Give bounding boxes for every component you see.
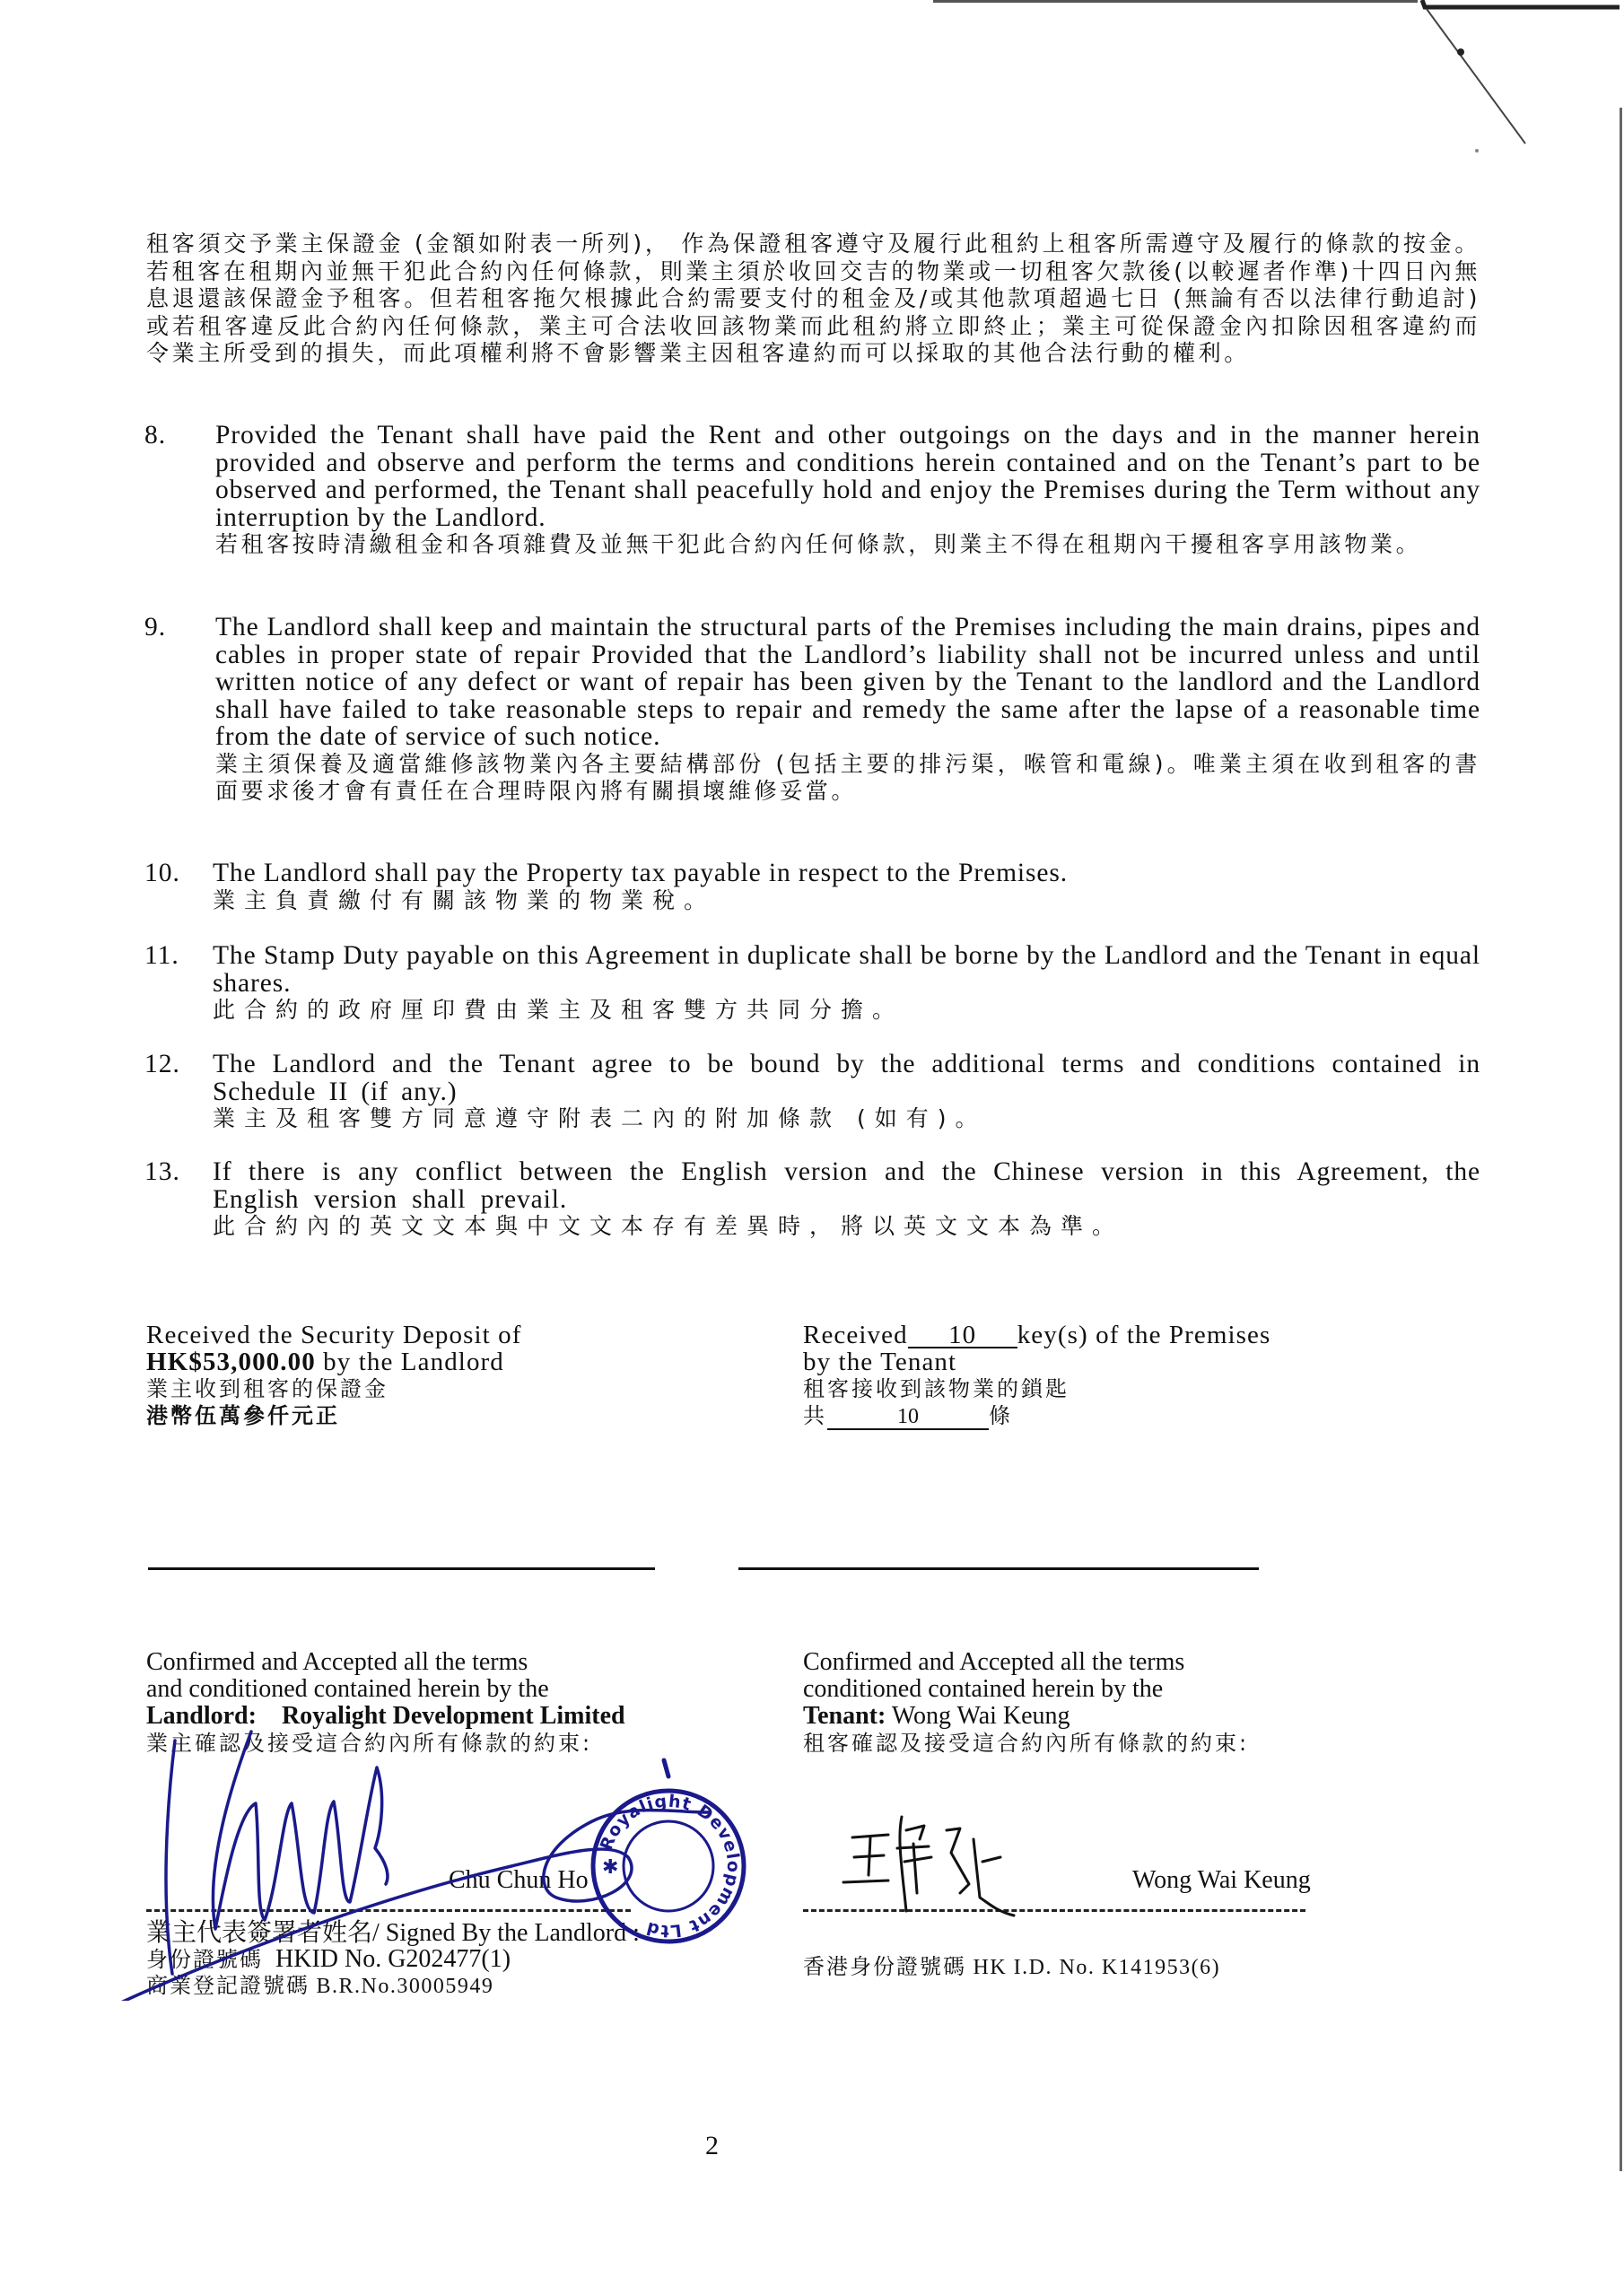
landlord-confirm-line2: and conditioned contained herein by the [146,1675,549,1703]
clause-7-continuation-zh: 租客須交予業主保證金 (金額如附表一所列)， 作為保證租客遵守及履行此租約上租客所需遵守及履行的條款的按金。若租客在租期內並無干犯此合約內任何條款，則業主須於收回交吉的物業或一切租客欠款後(以較遲者作準)十四日內無息退還該保證金予租客。但若租客拖欠根據此合約需要支付的租金及/或其他款項超過七日 (無論有否以法律行動追討) 或若租客違反此合約內任何條款，業主可合法收回該物業而此租約將立即終止；業主可從保證金內扣除因租客違約而令業主所受到的損失，而此項權利將不會影響業主因租客違約而可以採取的其他合法行動的權利。 [146,231,1480,366]
clause-text-en: The Landlord shall pay the Property tax payable in respect to the Premises. [213,859,1069,887]
deposit-receipt-zh1: 業主收到租客的保證金 [146,1376,389,1401]
tenant-hkid: HK I.D. No. K141953(6) [973,1956,1221,1979]
clause-number: 12. [144,1050,180,1078]
clause-text-zh: 此合約內的英文文本與中文文本存有差異時，將以英文文本為準。 [213,1213,1124,1239]
clause-text-zh: 業主負責繳付有關該物業的物業稅。 [213,886,716,913]
clause-number: 11. [144,941,179,970]
deposit-receipt-line2 [146,1348,522,1375]
clause-11 [146,942,1480,1025]
stamp-star-icon: ✱ [602,1856,619,1879]
deposit-receipt [146,1322,522,1429]
landlord-confirmation [146,1649,625,1757]
clause-number: 10. [144,859,180,887]
landlord-br-line [146,1973,640,2000]
key-receipt-prefix: Received [803,1321,908,1349]
landlord-br-number: B.R.No.30005949 [316,1975,494,1998]
landlord-hkid: HKID No. G202477(1) [275,1945,511,1973]
key-receipt-zh-suffix: 條 [989,1403,1013,1428]
landlord-label: Landlord: [146,1702,257,1730]
landlord-name: Royalight Development Limited [281,1702,625,1730]
landlord-signature-dashed-line [146,1909,631,1912]
clause-number: 13. [144,1157,180,1186]
key-receipt-line1 [803,1322,1270,1348]
page-number: 2 [705,2131,719,2160]
landlord-receipt-signature-line [148,1567,655,1570]
key-receipt [803,1322,1270,1430]
landlord-signatory-name: Chu Chun Ho [449,1866,589,1894]
clause-number: 8. [144,421,167,449]
tenant-confirm-line2: conditioned contained herein by the [803,1675,1164,1703]
scan-edge-top [933,0,1418,3]
clause-13 [146,1158,1480,1241]
clause-text-en: If there is any conflict between the English version and the Chinese version in this Agreement, the English version shall prevail. [213,1157,1480,1214]
tenant-hkid-line [803,1954,1220,1981]
tenant-party-line [803,1703,1249,1730]
tenant-confirmation [803,1649,1249,1757]
deposit-amount-zh: 港幣伍萬參仟元正 [146,1403,340,1428]
key-receipt-zh1: 租客接收到該物業的鎖匙 [803,1376,1070,1401]
clause-12 [146,1051,1480,1133]
clause-9 [146,614,1480,806]
clause-text-en: The Landlord and the Tenant agree to be bound by the additional terms and conditions contained in Schedule II (if any.) [213,1050,1480,1106]
key-receipt-zh-prefix: 共 [803,1403,827,1428]
landlord-party-line [146,1703,625,1730]
tenant-hkid-label: 香港身份證號碼 [803,1954,966,1979]
clause-10 [146,860,1480,914]
clause-text-zh: 此合約的政府厘印費由業主及租客雙方共同分擔。 [213,997,904,1023]
landlord-id-block [146,1920,640,2000]
tenant-confirm-zh: 租客確認及接受這合約內所有條款的約束: [803,1731,1250,1756]
tenant-signature-dashed-line [803,1909,1305,1912]
clause-text-zh: 若租客按時清繳租金和各項雜費及並無干犯此合約內任何條款，則業主不得在租期內干擾租客享用該物業。 [215,531,1422,557]
clause-text-en: The Stamp Duty payable on this Agreement in duplicate shall be borne by the Landlord and the Tenant in equal shares. [213,941,1480,998]
landlord-br-label: 商業登記證號碼 [146,1973,310,1998]
deposit-receipt-line1: Received the Security Deposit of [146,1321,522,1349]
landlord-confirm-zh: 業主確認及接受這合約內所有條款的約束: [146,1731,593,1756]
scan-edge-right [1620,108,1622,2171]
key-count-zh-field: 10 [827,1405,989,1430]
tenant-receipt-signature-line [738,1567,1259,1570]
clause-8 [146,422,1480,559]
deposit-amount: HK$53,000.00 [146,1348,316,1376]
clause-text-zh: 業主及租客雙方同意遵守附表二內的附加條款 (如有)。 [213,1105,987,1131]
tenant-printed-name: Wong Wai Keung [1132,1866,1311,1894]
key-receipt-line2: by the Tenant [803,1348,957,1376]
tenant-name: Wong Wai Keung [886,1702,1070,1730]
landlord-signed-by: 業主代表簽署者姓名/ Signed By the Landlord : [146,1919,640,1947]
clause-text-en: Provided the Tenant shall have paid the Rent and other outgoings on the days and in the manner herein provided and observe and perform the terms and conditions herein contained and on the Tenant’s part to be observed and performed, the Tenant shall peacefully hold and enjoy the Premises during the Term without any interruption by the Landlord. [215,421,1480,532]
tenant-handwritten-signature [834,1812,1041,1920]
landlord-hkid-label: 身份證號碼 [146,1947,263,1972]
tenant-label: Tenant: [803,1702,886,1730]
landlord-hkid-line [146,1946,640,1973]
stamp-text: Royalight Development Ltd [596,1791,744,1942]
deposit-receipt-suffix: by the Landlord [315,1348,504,1376]
key-receipt-zh2 [803,1402,1270,1430]
key-receipt-suffix: key(s) of the Premises [1017,1321,1271,1349]
scan-fold-corner [0,0,1624,233]
clause-text-en: The Landlord shall keep and maintain the structural parts of the Premises including the main drains, pipes and cables in proper state of repair Provided that the Landlord’s liability shall not be incurred unless and until written notice of any defect or want of repair has been given by the Tenant to the landlord and the Landlord shall have failed to take reasonable steps to repair and remedy the same after the lapse of a reasonable time from the date of service of such notice. [215,613,1480,751]
tenant-confirm-line1: Confirmed and Accepted all the terms [803,1648,1185,1676]
key-count-field: 10 [908,1323,1017,1348]
clause-number: 9. [144,613,167,641]
landlord-confirm-line1: Confirmed and Accepted all the terms [146,1648,528,1676]
clause-text-zh: 業主須保養及適當維修該物業內各主要結構部份 (包括主要的排污渠，喉管和電線)。唯業主須在收到租客的書面要求後才會有責任在合理時限內將有關損壞維修妥當。 [215,750,1480,804]
